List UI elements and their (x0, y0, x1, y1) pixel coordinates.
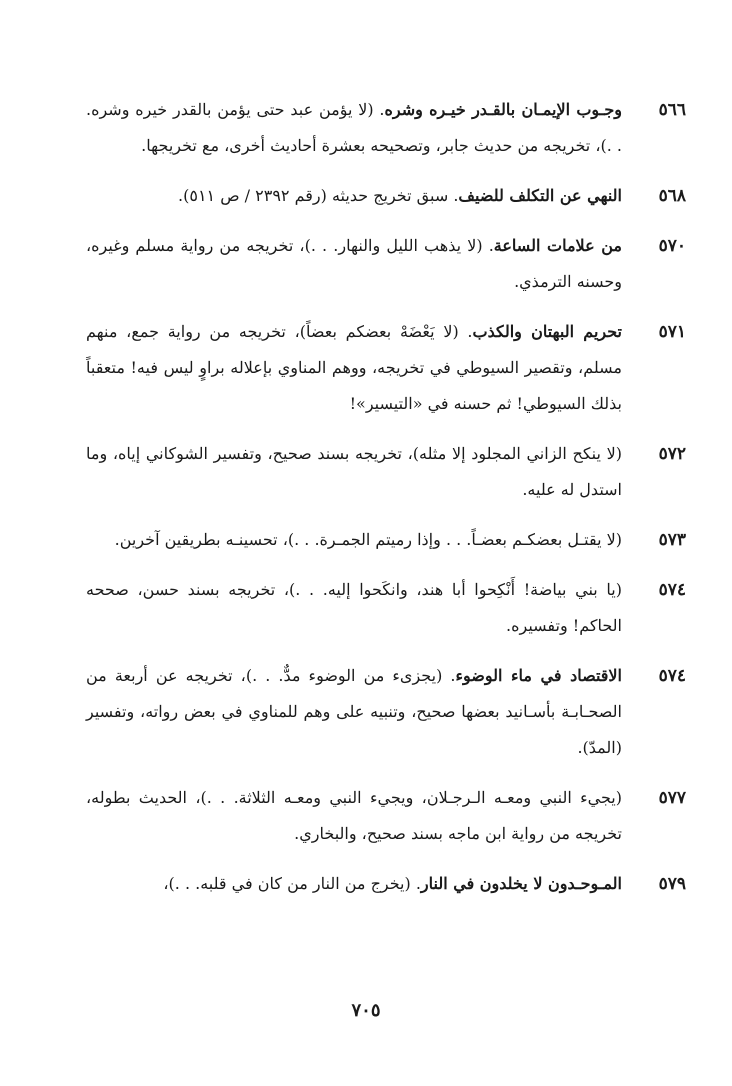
entry-body: (يجيء النبي ومعـه الـرجـلان، ويجيء النبي ومعـه الثلاثة. . .)، الحديث بطوله، تخريجه من رواية ابن ماجه بسند صحيح، والبخاري. (86, 788, 622, 843)
list-item (86, 780, 686, 852)
entry-text (86, 658, 628, 766)
entry-body: . (لا يؤمن عبد حتى يؤمن بالقدر خيره وشره. . .)، تخريجه من حديث جابر، وتصحيحه بعشرة أحاديث أخرى، مع تخريجها. (86, 100, 622, 155)
entry-body: . (يخرج من النار من كان في قلبه. . .)، (163, 874, 421, 893)
entry-number: ٥٧٩ (658, 874, 686, 894)
list-item (86, 228, 686, 300)
entry-body: . (لا يَعْضَهْ بعضكم بعضاً)، تخريجه من رواية جمع، منهم مسلم، وتقصير السيوطي في تخريجه، ووهم المناوي بإعلاله براوٍ ليس فيه! متعقباً بذلك السيوطي! ثم حسنه في «التيسير»! (86, 322, 622, 413)
list-item (86, 866, 686, 902)
entry-number: ٥٦٨ (658, 186, 686, 206)
list-item (86, 314, 686, 422)
entry-body: (لا ينكح الزاني المجلود إلا مثله)، تخريجه بسند صحيح، وتفسير الشوكاني إياه، وما استدل له عليه. (86, 444, 622, 499)
entry-text (86, 522, 628, 558)
entry-number: ٥٧٢ (658, 444, 686, 464)
entry-title: وجـوب الإيمـان بالقـدر خيـره وشره (384, 100, 622, 119)
entry-title: تحريم البهتان والكذب (472, 322, 622, 341)
entry-title: من علامات الساعة (493, 236, 622, 255)
entry-text (86, 178, 628, 214)
list-item (86, 436, 686, 508)
entry-title: النهي عن التكلف للضيف (458, 186, 622, 205)
entry-number: ٥٧٧ (658, 788, 686, 808)
entries-list (86, 92, 686, 916)
entry-number: ٥٧٣ (658, 530, 686, 550)
entry-text (86, 866, 628, 902)
page-number: ٧٠٥ (351, 1000, 381, 1021)
entry-text (86, 314, 628, 422)
entry-body: . (لا يذهب الليل والنهار. . .)، تخريجه من رواية مسلم وغيره، وحسنه الترمذي. (86, 236, 622, 291)
list-item (86, 178, 686, 214)
list-item (86, 522, 686, 558)
entry-title: الاقتصاد في ماء الوضوء (455, 666, 623, 685)
entry-text (86, 92, 628, 164)
entry-body: (يا بني بياضة! أَنْكِحوا أبا هند، وانكَحوا إليه. . .)، تخريجه بسند حسن، صححه الحاكم! وتفسيره. (86, 580, 622, 635)
entry-body: . سبق تخريج حديثه (رقم ٢٣٩٢ / ص ٥١١). (178, 186, 459, 205)
list-item (86, 92, 686, 164)
entry-number: ٥٧٤ (658, 666, 686, 686)
entry-number: ٥٧١ (658, 322, 686, 342)
list-item (86, 572, 686, 644)
entry-text (86, 228, 628, 300)
list-item (86, 658, 686, 766)
entry-text (86, 572, 628, 644)
entry-text (86, 780, 628, 852)
entry-body: . (يجزىء من الوضوء مدٌّ. . .)، تخريجه عن أربعة من الصحـابـة بأسـانيد بعضها صحيح، وتنبيه على وهم للمناوي في بعض رواته، وتفسير (المدّ). (86, 666, 622, 757)
entry-body: (لا يقتـل بعضكـم بعضـاً. . . وإذا رميتم الجمـرة. . .)، تحسينـه بطريقين آخرين. (114, 530, 622, 549)
entry-number: ٥٧٤ (658, 580, 686, 600)
entry-title: المـوحـدون لا يخلدون في النار (420, 874, 622, 893)
entry-number: ٥٧٠ (658, 236, 686, 256)
entry-number: ٥٦٦ (658, 100, 686, 120)
entry-text (86, 436, 628, 508)
